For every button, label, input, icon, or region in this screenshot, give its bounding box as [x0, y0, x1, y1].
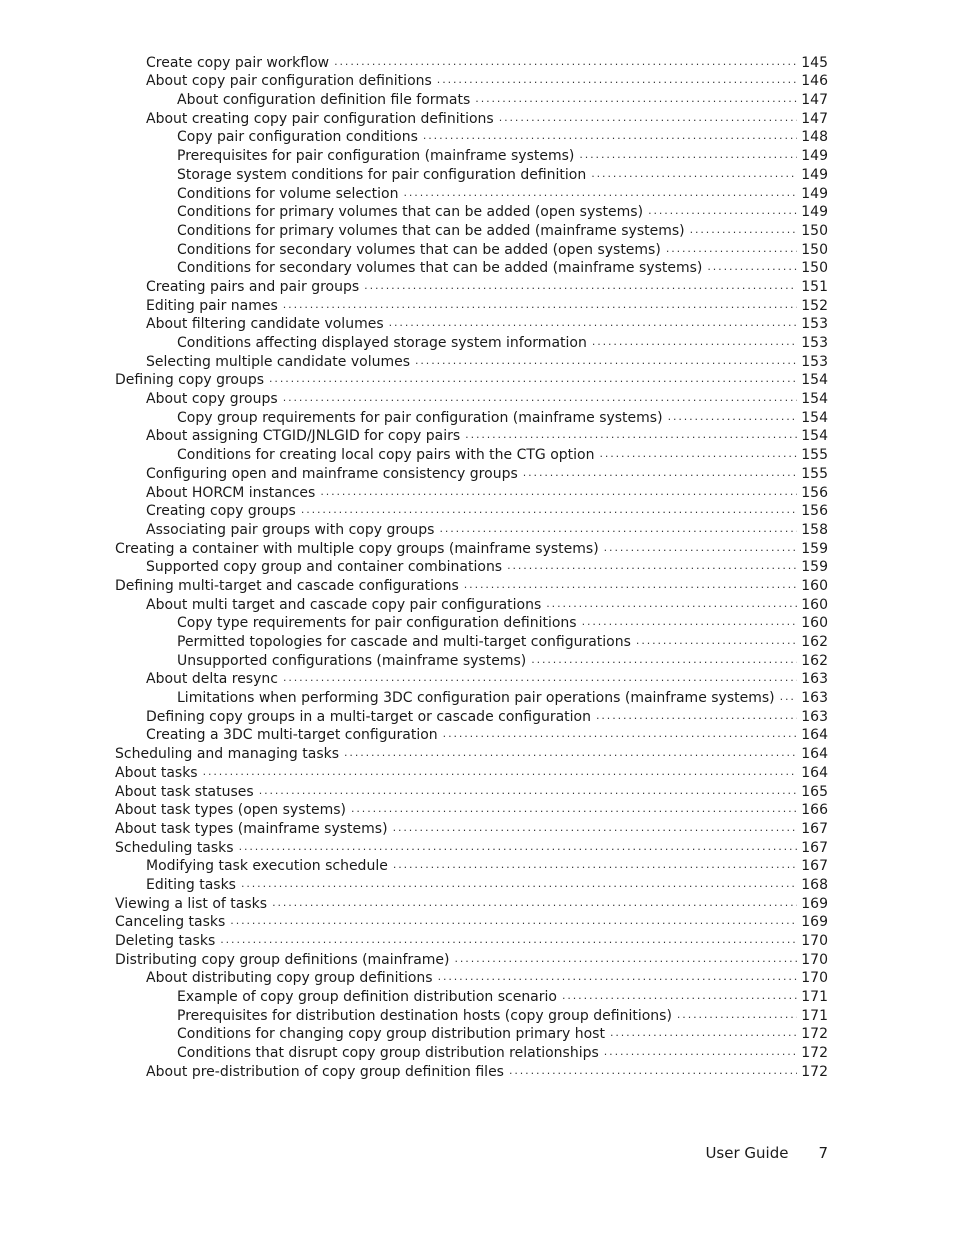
toc-entry-title: Distributing copy group definitions (mainframe): [115, 951, 455, 969]
toc-entry-title: Defining multi-target and cascade configurations: [115, 577, 464, 595]
toc-entry-title: Canceling tasks: [115, 913, 230, 931]
toc-entry-title: Scheduling tasks: [115, 839, 239, 857]
toc-entry-page-number: 171: [801, 1007, 828, 1024]
toc-entry-title: Permitted topologies for cascade and multi-target configurations: [177, 633, 636, 651]
toc-entry[interactable]: [0, 315, 828, 334]
toc-entry-title: Unsupported configurations (mainframe systems): [177, 652, 531, 670]
toc-entry-title: Deleting tasks: [115, 932, 220, 950]
toc-entry[interactable]: [0, 987, 828, 1006]
toc-entry-page-number: 172: [801, 1026, 828, 1043]
toc-entry-title: About configuration definition file formats: [177, 91, 475, 109]
toc-entry-page-number: 164: [801, 746, 828, 763]
toc-entry-page-number: 164: [801, 764, 828, 781]
toc-entry-page-number: 172: [801, 1063, 828, 1080]
toc-entry[interactable]: [0, 576, 828, 595]
toc-entry[interactable]: [0, 445, 828, 464]
toc-entry-title: About task types (open systems): [115, 801, 351, 819]
toc-entry-page-number: 160: [801, 577, 828, 594]
toc-entry-title: Defining copy groups: [115, 371, 269, 389]
toc-entry[interactable]: [0, 969, 828, 988]
toc-entry[interactable]: [0, 670, 828, 689]
toc-entry-title: About multi target and cascade copy pair configurations: [146, 596, 546, 614]
toc-entry-page-number: 169: [801, 895, 828, 912]
toc-entry-page-number: 153: [801, 316, 828, 333]
toc-entry-title: Example of copy group definition distribution scenario: [177, 988, 562, 1006]
toc-entry-page-number: 149: [801, 148, 828, 165]
toc-dot-leader: [283, 298, 797, 312]
toc-entry-title: Scheduling and managing tasks: [115, 745, 344, 763]
toc-entry-page-number: 163: [801, 671, 828, 688]
toc-dot-leader: [475, 92, 797, 106]
toc-dot-leader: [455, 952, 798, 966]
toc-entry-page-number: 151: [801, 278, 828, 295]
toc-dot-leader: [562, 989, 797, 1003]
toc-dot-leader: [301, 503, 797, 517]
toc-dot-leader: [272, 896, 797, 910]
table-of-contents: [0, 53, 954, 1081]
toc-entry-title: Supported copy group and container combinations: [146, 558, 507, 576]
toc-entry[interactable]: [0, 427, 828, 446]
toc-dot-leader: [439, 522, 797, 536]
toc-dot-leader: [283, 671, 797, 685]
toc-entry[interactable]: [0, 1006, 828, 1025]
toc-entry-page-number: 154: [801, 391, 828, 408]
toc-entry[interactable]: [0, 857, 828, 876]
toc-dot-leader: [364, 279, 797, 293]
toc-entry-title: About copy pair configuration definitions: [146, 72, 437, 90]
toc-entry[interactable]: [0, 352, 828, 371]
toc-dot-leader: [636, 634, 797, 648]
toc-entry[interactable]: [0, 595, 828, 614]
toc-entry[interactable]: [0, 651, 828, 670]
toc-entry[interactable]: [0, 838, 828, 857]
toc-entry-page-number: 150: [801, 241, 828, 258]
toc-entry[interactable]: [0, 389, 828, 408]
toc-entry-page-number: 156: [801, 484, 828, 501]
toc-entry-title: Conditions for creating local copy pairs with the CTG option: [177, 446, 599, 464]
toc-entry-page-number: 159: [801, 559, 828, 576]
toc-entry-page-number: 160: [801, 615, 828, 632]
toc-entry[interactable]: [0, 296, 828, 315]
toc-entry-page-number: 154: [801, 372, 828, 389]
toc-dot-leader: [666, 242, 797, 256]
toc-entry-title: Selecting multiple candidate volumes: [146, 353, 415, 371]
toc-dot-leader: [546, 597, 797, 611]
toc-entry-title: Prerequisites for distribution destination hosts (copy group definitions): [177, 1007, 677, 1025]
toc-entry-title: Limitations when performing 3DC configuration pair operations (mainframe systems): [177, 689, 780, 707]
toc-entry[interactable]: [0, 109, 828, 128]
toc-dot-leader: [393, 821, 798, 835]
toc-dot-leader: [220, 933, 797, 947]
toc-dot-leader: [464, 578, 797, 592]
toc-entry-title: Associating pair groups with copy groups: [146, 521, 439, 539]
toc-dot-leader: [438, 970, 798, 984]
toc-entry-page-number: 165: [801, 783, 828, 800]
toc-entry[interactable]: [0, 539, 828, 558]
toc-entry[interactable]: [0, 277, 828, 296]
toc-entry[interactable]: [0, 408, 828, 427]
toc-entry[interactable]: [0, 632, 828, 651]
toc-entry-page-number: 149: [801, 185, 828, 202]
toc-dot-leader: [596, 709, 797, 723]
toc-entry[interactable]: [0, 72, 828, 91]
toc-dot-leader: [780, 690, 798, 704]
toc-entry-page-number: 170: [801, 951, 828, 968]
toc-entry-title: About copy groups: [146, 390, 283, 408]
toc-entry-page-number: 158: [801, 521, 828, 538]
toc-entry-title: About HORCM instances: [146, 484, 320, 502]
toc-dot-leader: [592, 335, 797, 349]
toc-entry-title: Copy group requirements for pair configuration (mainframe systems): [177, 409, 668, 427]
toc-entry-page-number: 170: [801, 970, 828, 987]
toc-dot-leader: [239, 840, 798, 854]
toc-entry[interactable]: [0, 875, 828, 894]
toc-entry-title: About filtering candidate volumes: [146, 315, 389, 333]
toc-entry[interactable]: [0, 240, 828, 259]
toc-entry-page-number: 155: [801, 465, 828, 482]
toc-entry[interactable]: [0, 128, 828, 147]
toc-entry-page-number: 155: [801, 447, 828, 464]
toc-entry-page-number: 163: [801, 690, 828, 707]
toc-entry-title: About task types (mainframe systems): [115, 820, 393, 838]
toc-entry-page-number: 154: [801, 409, 828, 426]
toc-dot-leader: [707, 260, 797, 274]
toc-entry-title: Copy pair configuration conditions: [177, 128, 423, 146]
toc-entry[interactable]: [0, 894, 828, 913]
toc-entry-page-number: 162: [801, 652, 828, 669]
toc-entry-title: Defining copy groups in a multi-target or cascade configuration: [146, 708, 596, 726]
toc-entry-title: Conditions affecting displayed storage system information: [177, 334, 592, 352]
toc-entry-title: Creating copy groups: [146, 502, 301, 520]
toc-entry-page-number: 147: [801, 92, 828, 109]
toc-entry-title: Conditions for changing copy group distribution primary host: [177, 1025, 610, 1043]
toc-entry[interactable]: [0, 614, 828, 633]
toc-dot-leader: [230, 914, 797, 928]
toc-entry[interactable]: [0, 726, 828, 745]
toc-entry-page-number: 160: [801, 596, 828, 613]
toc-entry-page-number: 159: [801, 540, 828, 557]
toc-entry-title: Conditions for primary volumes that can be added (open systems): [177, 203, 648, 221]
toc-entry[interactable]: [0, 259, 828, 278]
toc-dot-leader: [604, 1045, 797, 1059]
toc-entry[interactable]: [0, 707, 828, 726]
toc-entry-title: Configuring open and mainframe consistency groups: [146, 465, 523, 483]
toc-entry-title: About task statuses: [115, 783, 259, 801]
toc-entry-page-number: 169: [801, 914, 828, 931]
toc-entry-page-number: 154: [801, 428, 828, 445]
toc-entry[interactable]: [0, 1062, 828, 1081]
toc-entry-page-number: 167: [801, 839, 828, 856]
toc-entry-title: Conditions that disrupt copy group distribution relationships: [177, 1044, 604, 1062]
toc-entry[interactable]: [0, 371, 828, 390]
toc-dot-leader: [648, 204, 797, 218]
toc-entry[interactable]: [0, 801, 828, 820]
toc-entry-page-number: 149: [801, 204, 828, 221]
toc-entry-page-number: 162: [801, 634, 828, 650]
toc-entry-title: About distributing copy group definitions: [146, 969, 438, 987]
toc-entry[interactable]: [0, 782, 828, 801]
toc-dot-leader: [582, 615, 798, 629]
toc-entry[interactable]: [0, 502, 828, 521]
toc-entry-title: Editing tasks: [146, 876, 241, 894]
toc-dot-leader: [334, 55, 797, 69]
toc-dot-leader: [423, 129, 797, 143]
toc-dot-leader: [351, 802, 797, 816]
toc-entry-title: Viewing a list of tasks: [115, 895, 272, 913]
toc-entry-page-number: 149: [801, 166, 828, 183]
toc-dot-leader: [677, 1008, 797, 1022]
toc-dot-leader: [344, 746, 797, 760]
toc-entry-title: Creating pairs and pair groups: [146, 278, 364, 296]
toc-entry-page-number: 167: [801, 820, 828, 837]
toc-dot-leader: [203, 765, 798, 779]
toc-entry-page-number: 163: [801, 708, 828, 725]
toc-entry[interactable]: [0, 558, 828, 577]
toc-entry-title: Prerequisites for pair configuration (mainframe systems): [177, 147, 579, 165]
toc-dot-leader: [389, 316, 798, 330]
toc-entry[interactable]: [0, 184, 828, 203]
toc-entry[interactable]: [0, 763, 828, 782]
footer-page-number: 7: [818, 1144, 828, 1162]
toc-entry-page-number: 156: [801, 503, 828, 520]
toc-entry-page-number: 167: [801, 858, 828, 875]
toc-entry[interactable]: [0, 1043, 828, 1062]
toc-entry[interactable]: [0, 90, 828, 109]
toc-entry-title: About assigning CTGID/JNLGID for copy pairs: [146, 427, 465, 445]
toc-dot-leader: [507, 559, 797, 573]
toc-entry-page-number: 145: [801, 54, 828, 71]
toc-entry-page-number: 164: [801, 727, 828, 744]
toc-entry-title: Conditions for volume selection: [177, 185, 404, 203]
toc-dot-leader: [610, 1026, 797, 1040]
toc-dot-leader: [579, 148, 797, 162]
toc-dot-leader: [283, 391, 798, 405]
page-footer: [0, 1143, 828, 1163]
toc-entry-page-number: 153: [801, 353, 828, 370]
toc-dot-leader: [320, 485, 797, 499]
toc-dot-leader: [604, 541, 798, 555]
toc-entry[interactable]: [0, 203, 828, 222]
toc-entry-title: Conditions for primary volumes that can be added (mainframe systems): [177, 222, 690, 240]
toc-entry-title: Create copy pair workflow: [146, 54, 334, 72]
toc-entry-title: Creating a container with multiple copy groups (mainframe systems): [115, 540, 604, 558]
toc-dot-leader: [523, 466, 798, 480]
toc-entry-title: About creating copy pair configuration definitions: [146, 110, 499, 128]
toc-entry[interactable]: [0, 483, 828, 502]
footer-guide-label: User Guide: [705, 1144, 789, 1162]
toc-dot-leader: [509, 1064, 797, 1078]
toc-entry[interactable]: [0, 744, 828, 763]
toc-dot-leader: [269, 372, 797, 386]
toc-entry[interactable]: [0, 53, 828, 72]
toc-entry[interactable]: [0, 688, 828, 707]
toc-entry-title: Conditions for secondary volumes that can be added (open systems): [177, 241, 666, 259]
toc-dot-leader: [443, 727, 798, 741]
toc-dot-leader: [531, 653, 797, 667]
toc-entry[interactable]: [0, 1025, 828, 1044]
toc-dot-leader: [668, 410, 798, 424]
toc-entry-page-number: 150: [801, 222, 828, 239]
toc-entry[interactable]: [0, 950, 828, 969]
toc-entry[interactable]: [0, 913, 828, 932]
toc-entry-title: About tasks: [115, 764, 203, 782]
toc-entry[interactable]: [0, 221, 828, 240]
toc-entry-page-number: 148: [801, 129, 828, 146]
toc-dot-leader: [415, 354, 797, 368]
toc-dot-leader: [690, 223, 798, 237]
toc-entry-title: Modifying task execution schedule: [146, 857, 393, 875]
toc-entry-page-number: 147: [801, 110, 828, 127]
toc-entry[interactable]: [0, 333, 828, 352]
toc-dot-leader: [465, 428, 797, 442]
toc-dot-leader: [437, 73, 797, 87]
toc-entry[interactable]: [0, 819, 828, 838]
toc-entry-title: Editing pair names: [146, 297, 283, 315]
toc-dot-leader: [499, 111, 798, 125]
toc-entry[interactable]: [0, 520, 828, 539]
toc-entry-page-number: 170: [801, 933, 828, 949]
toc-dot-leader: [599, 447, 797, 461]
toc-entry[interactable]: [0, 464, 828, 483]
toc-entry-page-number: 153: [801, 335, 828, 351]
toc-entry-page-number: 146: [801, 73, 828, 90]
toc-dot-leader: [241, 877, 797, 891]
toc-entry-title: About pre-distribution of copy group definition files: [146, 1063, 509, 1081]
toc-entry-title: About delta resync: [146, 670, 283, 688]
toc-dot-leader: [259, 784, 798, 798]
toc-entry-title: Storage system conditions for pair configuration definition: [177, 166, 591, 184]
toc-entry-page-number: 168: [801, 876, 828, 893]
toc-entry-title: Copy type requirements for pair configuration definitions: [177, 614, 582, 632]
toc-entry[interactable]: [0, 146, 828, 165]
toc-dot-leader: [404, 186, 798, 200]
toc-entry-page-number: 172: [801, 1045, 828, 1062]
toc-entry-title: Conditions for secondary volumes that can be added (mainframe systems): [177, 259, 707, 277]
toc-entry[interactable]: [0, 931, 828, 950]
toc-dot-leader: [393, 858, 797, 872]
toc-entry[interactable]: [0, 165, 828, 184]
toc-dot-leader: [591, 167, 797, 181]
toc-entry-page-number: 150: [801, 260, 828, 277]
toc-entry-page-number: 152: [801, 297, 828, 314]
toc-entry-page-number: 171: [801, 989, 828, 1006]
toc-entry-page-number: 166: [801, 802, 828, 819]
toc-entry-title: Creating a 3DC multi-target configuration: [146, 726, 443, 744]
